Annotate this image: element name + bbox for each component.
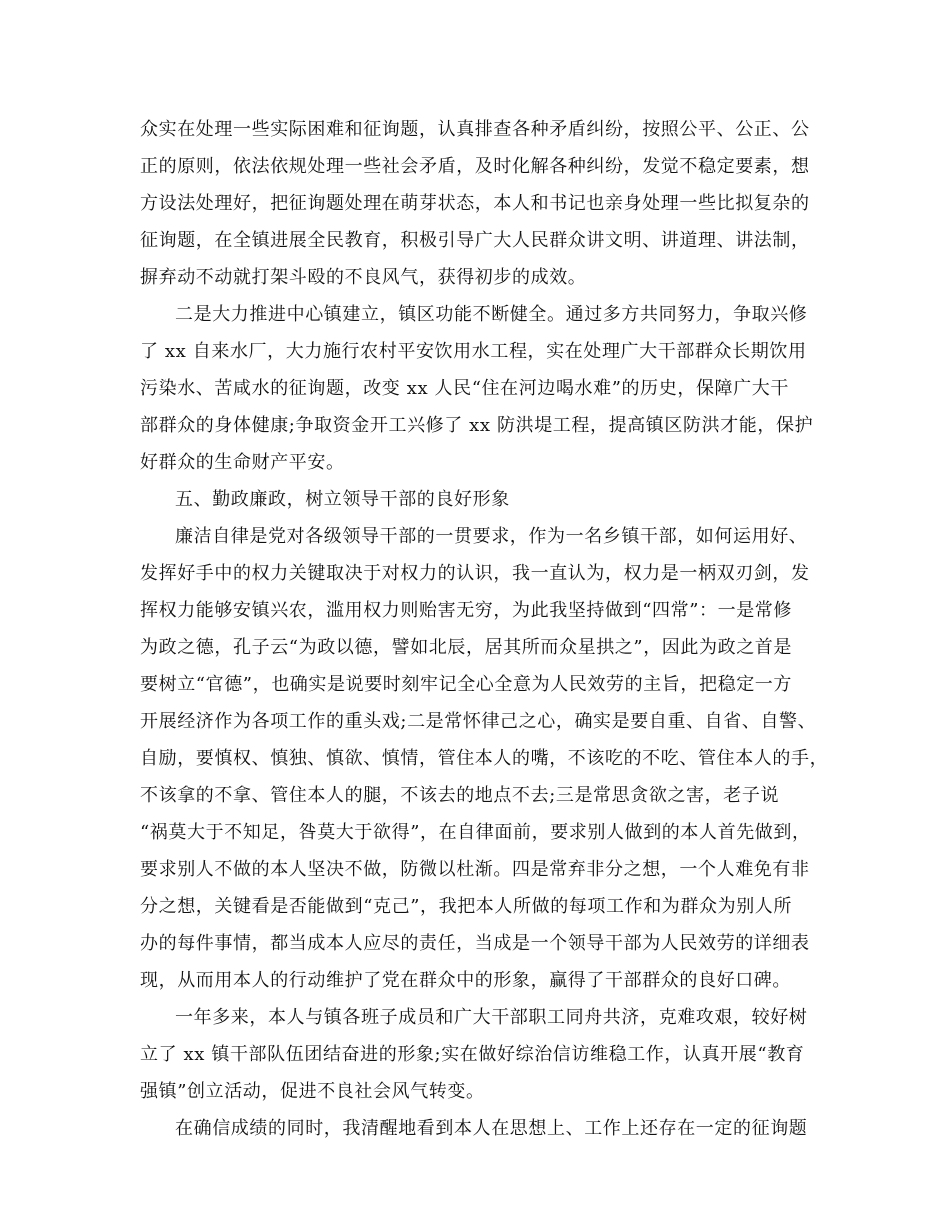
body-text-line: 方设法处理好，把征询题处理在萌芽状态，本人和书记也亲身处理一些比拟复杂的: [140, 193, 810, 214]
body-text-line: 自励，要慎权、慎独、慎欲、慎情，管住本人的嘴，不该吃的不吃、管住本人的手，: [140, 748, 829, 769]
body-text-line: 摒弃动不动就打架斗殴的不良风气，获得初步的成效。: [140, 267, 587, 288]
body-text-line: 挥权力能够安镇兴农，滥用权力则贻害无穷，为此我坚持做到“四常”：一是常修: [140, 600, 793, 621]
paragraph-first-line: 在确信成绩的同时，我清醒地看到本人在思想上、工作上还存在一定的征询题: [175, 1118, 808, 1139]
paragraph-first-line: 廉洁自律是党对各级领导干部的一贯要求，作为一名乡镇干部，如何运用好、: [175, 526, 808, 547]
body-text-line: 征询题，在全镇进展全民教育，积极引导广大人民群众讲文明、讲道理、讲法制，: [140, 230, 810, 251]
body-text-line: 污染水、苦咸水的征询题，改变 xx 人民“住在河边喝水难”的历史，保障广大干: [140, 378, 789, 399]
body-text-line: 分之想，关键看是否能做到“克己”，我把本人所做的每项工作和为群众为别人所: [140, 896, 793, 917]
body-text-line: 立了 xx 镇干部队伍团结奋进的形象;实在做好综治信访维稳工作，认真开展“教育: [140, 1044, 805, 1065]
body-text-line: 办的每件事情，都当成本人应尽的责任，当成是一个领导干部为人民效劳的详细表: [140, 933, 810, 954]
body-text-line: 发挥好手中的权力关键取决于对权力的认识，我一直认为，权力是一柄双刃剑，发: [140, 563, 810, 584]
body-text-line: 不该拿的不拿、管住本人的腿，不该去的地点不去;三是常思贪欲之害，老子说: [140, 785, 780, 806]
body-text-line: 强镇”创立活动，促进不良社会风气转变。: [140, 1081, 485, 1102]
body-text-line: 开展经济作为各项工作的重头戏;二是常怀律己之心，确实是要自重、自省、自警、: [140, 711, 817, 732]
body-text-line: 部群众的身体健康;争取资金开工兴修了 xx 防洪堤工程，提高镇区防洪才能，保护: [140, 415, 814, 436]
body-text-line: 现，从而用本人的行动维护了党在群众中的形象，赢得了干部群众的良好口碑。: [140, 970, 791, 991]
body-text-line: 正的原则，依法依规处理一些社会矛盾，及时化解各种纠纷，发觉不稳定要素，想: [140, 156, 810, 177]
paragraph-first-line: 一年多来，本人与镇各班子成员和广大干部职工同舟共济，克难攻艰，较好树: [175, 1007, 808, 1028]
body-text-line: 为政之德，孔子云“为政以德，譬如北辰，居其所而众星拱之”，因此为政之首是: [140, 637, 793, 658]
body-text-line: 要求别人不做的本人坚决不做，防微以杜渐。四是常弃非分之想，一个人难免有非: [140, 859, 810, 880]
body-text-line: 要树立“官德”，也确实是说要时刻牢记全心全意为人民效劳的主旨，把稳定一方: [140, 674, 793, 695]
body-text-line: 众实在处理一些实际困难和征询题，认真排查各种矛盾纠纷，按照公平、公正、公: [140, 119, 810, 140]
body-text-line: 好群众的生命财产平安。: [140, 452, 345, 473]
body-text-line: 了 xx 自来水厂，大力施行农村平安饮用水工程，实在处理广大干部群众长期饮用: [140, 341, 807, 362]
section-heading: 五、勤政廉政，树立领导干部的良好形象: [175, 489, 510, 510]
paragraph-first-line: 二是大力推进中心镇建立，镇区功能不断健全。通过多方共同努力，争取兴修: [175, 304, 808, 325]
body-text-line: “祸莫大于不知足，咎莫大于欲得”，在自律面前，要求别人做到的本人首先做到，: [140, 822, 811, 843]
